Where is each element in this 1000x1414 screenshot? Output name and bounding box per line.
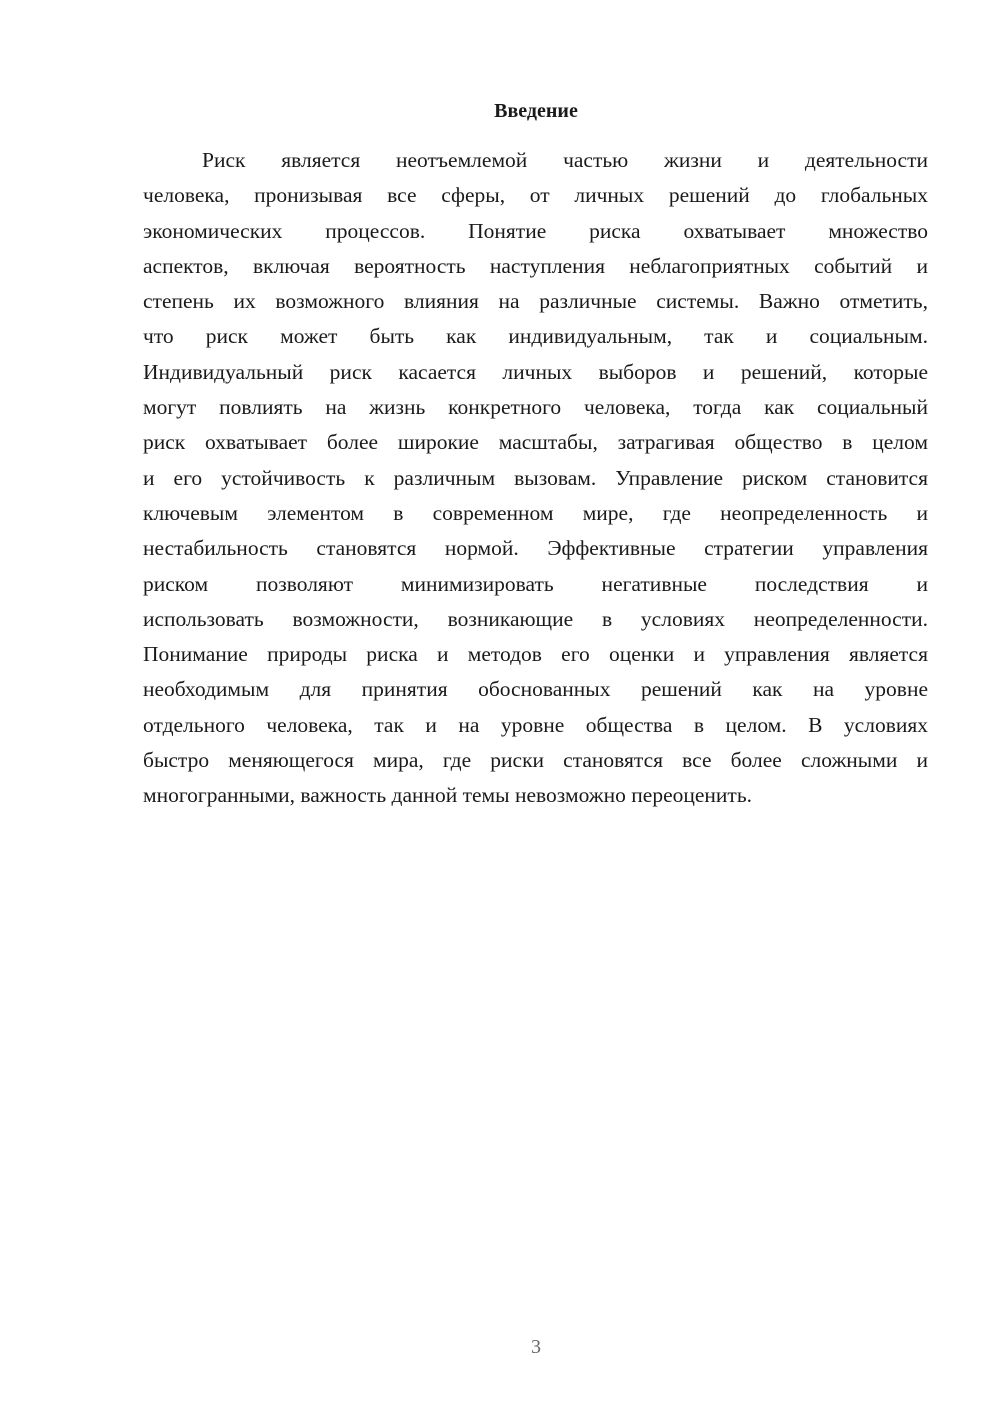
paragraph-line: Риск является неотъемлемой частью жизни и деятельности bbox=[202, 148, 928, 172]
paragraph-line: использовать возможности, возникающие в условиях неопределенности. bbox=[143, 606, 928, 631]
paragraph-line: отдельного человека, так и на уровне общества в целом. В условиях bbox=[143, 712, 928, 737]
page-number: 3 bbox=[531, 1336, 541, 1358]
paragraph-line: экономических процессов. Понятие риска охватывает множество bbox=[143, 218, 928, 243]
paragraph-line: риском позволяют минимизировать негативные последствия и bbox=[143, 571, 928, 596]
paragraph-line: степень их возможного влияния на различные системы. Важно отметить, bbox=[143, 289, 928, 314]
paragraph-line: нестабильность становятся нормой. Эффективные стратегии управления bbox=[143, 536, 928, 561]
paragraph-line: необходимым для принятия обоснованных решений как на уровне bbox=[143, 677, 928, 702]
section-heading: Введение bbox=[494, 100, 578, 122]
paragraph-line: Понимание природы риска и методов его оценки и управления является bbox=[143, 642, 928, 667]
paragraph-line: риск охватывает более широкие масштабы, затрагивая общество в целом bbox=[143, 430, 928, 455]
paragraph-line: что риск может быть как индивидуальным, так и социальным. bbox=[143, 324, 928, 349]
paragraph-line: и его устойчивость к различным вызовам. Управление риском становится bbox=[143, 465, 928, 490]
paragraph-line: аспектов, включая вероятность наступления неблагоприятных событий и bbox=[143, 253, 928, 278]
paragraph-line: Индивидуальный риск касается личных выборов и решений, которые bbox=[143, 359, 928, 384]
introduction-paragraph bbox=[143, 143, 928, 814]
paragraph-line: могут повлиять на жизнь конкретного человека, тогда как социальный bbox=[143, 395, 928, 420]
paragraph-line: быстро меняющегося мира, где риски становятся все более сложными и bbox=[143, 748, 928, 773]
paragraph-line: ключевым элементом в современном мире, где неопределенность и bbox=[143, 500, 928, 525]
paragraph-line: человека, пронизывая все сферы, от личных решений до глобальных bbox=[143, 183, 928, 208]
paragraph-line: многогранными, важность данной темы невозможно переоценить. bbox=[143, 783, 753, 808]
